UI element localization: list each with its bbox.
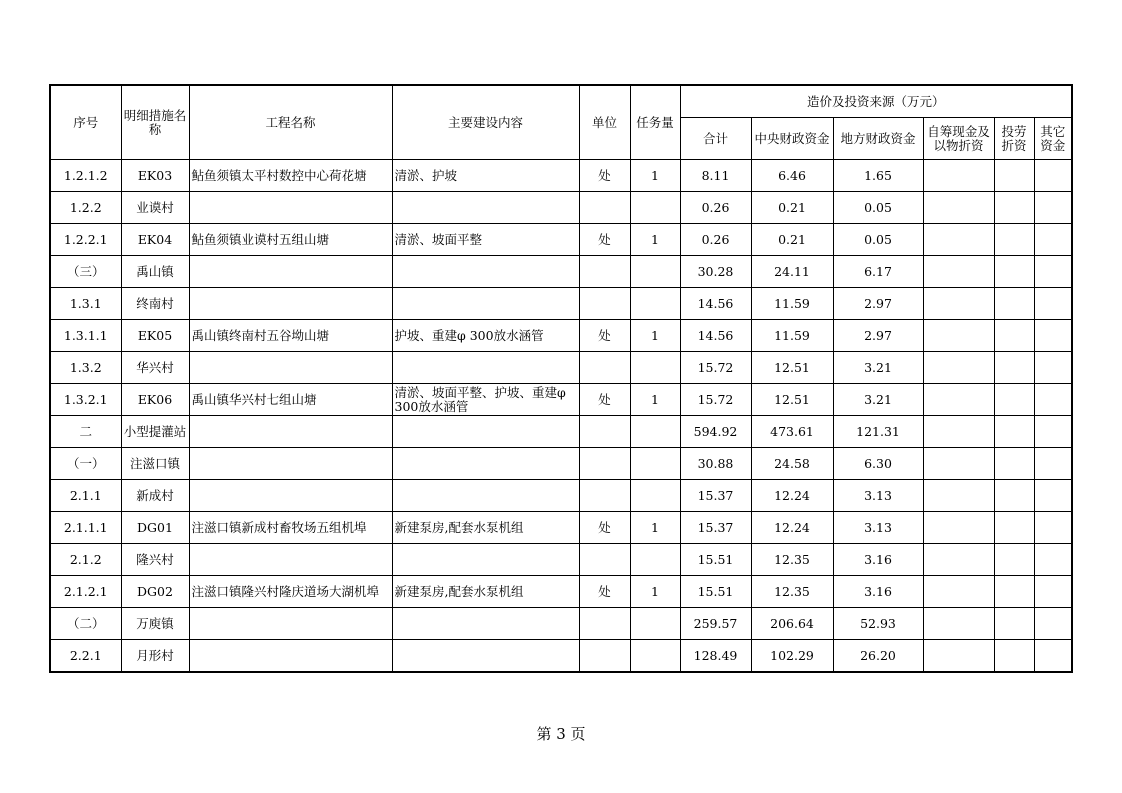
cell-labor (994, 512, 1034, 544)
table-row (50, 288, 1072, 320)
cell-total: 14.56 (680, 288, 751, 320)
cell-content: 清淤、护坡 (392, 160, 579, 192)
cell-measure: 万庾镇 (121, 608, 189, 640)
cell-unit (579, 608, 630, 640)
header-unit: 单位 (579, 85, 630, 160)
cell-central: 6.46 (751, 160, 833, 192)
cell-measure: 新成村 (121, 480, 189, 512)
cell-measure: DG02 (121, 576, 189, 608)
cell-other (1034, 160, 1072, 192)
cell-other (1034, 512, 1072, 544)
table-body (50, 160, 1072, 673)
cell-total: 0.26 (680, 192, 751, 224)
table-row (50, 544, 1072, 576)
cell-other (1034, 576, 1072, 608)
cell-measure: 小型提灌站 (121, 416, 189, 448)
cell-central: 12.51 (751, 384, 833, 416)
cell-measure: 隆兴村 (121, 544, 189, 576)
cell-total: 15.37 (680, 512, 751, 544)
cell-qty (630, 256, 680, 288)
cell-other (1034, 480, 1072, 512)
cell-labor (994, 608, 1034, 640)
cell-seq: 1.3.1.1 (50, 320, 121, 352)
cell-unit (579, 448, 630, 480)
cell-project (189, 352, 392, 384)
cell-unit: 处 (579, 384, 630, 416)
cell-other (1034, 224, 1072, 256)
header-measure: 明细措施名称 (121, 85, 189, 160)
project-table (49, 84, 1073, 673)
cell-content (392, 448, 579, 480)
cell-labor (994, 384, 1034, 416)
cell-qty: 1 (630, 512, 680, 544)
cell-central: 102.29 (751, 640, 833, 673)
cell-qty (630, 640, 680, 673)
cell-project (189, 416, 392, 448)
cell-self (923, 288, 994, 320)
table-row (50, 416, 1072, 448)
cell-content (392, 288, 579, 320)
cell-self (923, 448, 994, 480)
cell-local: 52.93 (833, 608, 923, 640)
cell-self (923, 416, 994, 448)
cell-self (923, 544, 994, 576)
page-number: 第 3 页 (536, 725, 586, 743)
header-central: 中央财政资金 (751, 118, 833, 160)
cell-qty (630, 480, 680, 512)
cell-total: 259.57 (680, 608, 751, 640)
cell-local: 0.05 (833, 192, 923, 224)
cell-measure: EK03 (121, 160, 189, 192)
cell-local: 26.20 (833, 640, 923, 673)
cell-total: 14.56 (680, 320, 751, 352)
cell-labor (994, 480, 1034, 512)
cell-unit (579, 480, 630, 512)
cell-measure: 禹山镇 (121, 256, 189, 288)
table-row (50, 384, 1072, 416)
cell-central: 24.58 (751, 448, 833, 480)
cell-labor (994, 576, 1034, 608)
header-qty: 任务量 (630, 85, 680, 160)
cell-project: 禹山镇终南村五谷坳山塘 (189, 320, 392, 352)
cell-labor (994, 224, 1034, 256)
cell-labor (994, 320, 1034, 352)
cell-unit (579, 352, 630, 384)
cell-project: 注滋口镇隆兴村隆庆道场大湖机埠 (189, 576, 392, 608)
cell-local: 3.16 (833, 544, 923, 576)
cell-local: 6.30 (833, 448, 923, 480)
cell-measure: 终南村 (121, 288, 189, 320)
cell-project: 鲇鱼须镇业谟村五组山塘 (189, 224, 392, 256)
cell-unit: 处 (579, 512, 630, 544)
cell-content: 新建泵房,配套水泵机组 (392, 512, 579, 544)
cell-project (189, 256, 392, 288)
cell-self (923, 352, 994, 384)
cell-seq: 1.3.2.1 (50, 384, 121, 416)
cell-unit (579, 288, 630, 320)
cell-content: 清淤、坡面平整、护坡、重建φ 300放水涵管 (392, 384, 579, 416)
header-self: 自筹现金及以物折资 (923, 118, 994, 160)
table-row (50, 640, 1072, 673)
cell-total: 8.11 (680, 160, 751, 192)
cell-seq: 1.2.2 (50, 192, 121, 224)
cell-qty (630, 544, 680, 576)
cell-seq: 1.2.2.1 (50, 224, 121, 256)
cell-self (923, 640, 994, 673)
cell-total: 30.28 (680, 256, 751, 288)
cell-labor (994, 448, 1034, 480)
cell-qty: 1 (630, 576, 680, 608)
cell-self (923, 576, 994, 608)
cell-unit (579, 640, 630, 673)
cell-content (392, 416, 579, 448)
cell-central: 0.21 (751, 192, 833, 224)
cell-local: 3.16 (833, 576, 923, 608)
cell-central: 206.64 (751, 608, 833, 640)
cell-content: 清淤、坡面平整 (392, 224, 579, 256)
cell-local: 3.13 (833, 512, 923, 544)
cell-project: 注滋口镇新成村畜牧场五组机埠 (189, 512, 392, 544)
cell-other (1034, 320, 1072, 352)
cell-central: 24.11 (751, 256, 833, 288)
cell-total: 15.72 (680, 352, 751, 384)
cell-qty (630, 448, 680, 480)
cell-total: 0.26 (680, 224, 751, 256)
cell-local: 6.17 (833, 256, 923, 288)
table-row (50, 224, 1072, 256)
cell-total: 594.92 (680, 416, 751, 448)
cell-other (1034, 192, 1072, 224)
cell-central: 12.24 (751, 480, 833, 512)
header-labor: 投劳折资 (994, 118, 1034, 160)
cell-labor (994, 416, 1034, 448)
cell-project (189, 288, 392, 320)
cell-labor (994, 640, 1034, 673)
cell-content (392, 544, 579, 576)
cell-qty: 1 (630, 384, 680, 416)
cell-seq: 1.2.1.2 (50, 160, 121, 192)
cell-central: 0.21 (751, 224, 833, 256)
cell-central: 12.51 (751, 352, 833, 384)
cell-other (1034, 384, 1072, 416)
cell-local: 2.97 (833, 288, 923, 320)
cell-project (189, 640, 392, 673)
table-row (50, 512, 1072, 544)
cell-total: 15.37 (680, 480, 751, 512)
cell-seq: 1.3.2 (50, 352, 121, 384)
cell-unit (579, 416, 630, 448)
cell-project (189, 480, 392, 512)
cell-total: 15.51 (680, 544, 751, 576)
header-cost-group: 造价及投资来源（万元） (680, 85, 1072, 118)
cell-total: 128.49 (680, 640, 751, 673)
table-row (50, 192, 1072, 224)
cell-other (1034, 416, 1072, 448)
cell-other (1034, 640, 1072, 673)
cell-central: 12.35 (751, 576, 833, 608)
cell-content (392, 640, 579, 673)
cell-content: 护坡、重建φ 300放水涵管 (392, 320, 579, 352)
cell-qty (630, 288, 680, 320)
cell-local: 1.65 (833, 160, 923, 192)
cell-seq: 二 (50, 416, 121, 448)
table-row (50, 320, 1072, 352)
cell-self (923, 384, 994, 416)
cell-other (1034, 288, 1072, 320)
cell-self (923, 192, 994, 224)
cell-labor (994, 192, 1034, 224)
cell-qty (630, 192, 680, 224)
cell-self (923, 160, 994, 192)
cell-seq: 2.1.1.1 (50, 512, 121, 544)
table-row (50, 352, 1072, 384)
cell-labor (994, 256, 1034, 288)
cell-total: 15.51 (680, 576, 751, 608)
cell-seq: （二） (50, 608, 121, 640)
cell-central: 473.61 (751, 416, 833, 448)
cell-other (1034, 256, 1072, 288)
cell-labor (994, 288, 1034, 320)
cell-self (923, 608, 994, 640)
cell-project (189, 544, 392, 576)
cell-seq: （三） (50, 256, 121, 288)
cell-qty (630, 416, 680, 448)
cell-seq: 1.3.1 (50, 288, 121, 320)
cell-qty: 1 (630, 320, 680, 352)
cell-labor (994, 352, 1034, 384)
cell-measure: 业谟村 (121, 192, 189, 224)
cell-measure: 月形村 (121, 640, 189, 673)
header-project: 工程名称 (189, 85, 392, 160)
cell-labor (994, 544, 1034, 576)
cell-other (1034, 544, 1072, 576)
cell-seq: 2.1.2.1 (50, 576, 121, 608)
cell-qty (630, 352, 680, 384)
header-content: 主要建设内容 (392, 85, 579, 160)
cell-measure: DG01 (121, 512, 189, 544)
table-row (50, 448, 1072, 480)
cell-project: 鲇鱼须镇太平村数控中心荷花塘 (189, 160, 392, 192)
cell-local: 0.05 (833, 224, 923, 256)
cell-central: 11.59 (751, 320, 833, 352)
cell-project (189, 448, 392, 480)
cell-self (923, 480, 994, 512)
cell-unit (579, 192, 630, 224)
cell-unit: 处 (579, 320, 630, 352)
cell-local: 121.31 (833, 416, 923, 448)
cell-other (1034, 352, 1072, 384)
cell-content (392, 256, 579, 288)
cell-self (923, 512, 994, 544)
cell-qty: 1 (630, 224, 680, 256)
cell-self (923, 320, 994, 352)
cell-content: 新建泵房,配套水泵机组 (392, 576, 579, 608)
header-other: 其它资金 (1034, 118, 1072, 160)
cell-seq: （一） (50, 448, 121, 480)
cell-content (392, 352, 579, 384)
cell-self (923, 224, 994, 256)
cell-seq: 2.1.2 (50, 544, 121, 576)
cell-content (392, 480, 579, 512)
cell-labor (994, 160, 1034, 192)
cell-central: 12.24 (751, 512, 833, 544)
table-row (50, 256, 1072, 288)
cell-other (1034, 448, 1072, 480)
cell-central: 11.59 (751, 288, 833, 320)
cell-local: 3.13 (833, 480, 923, 512)
cell-measure: 华兴村 (121, 352, 189, 384)
cell-measure: 注滋口镇 (121, 448, 189, 480)
cell-other (1034, 608, 1072, 640)
cell-local: 3.21 (833, 384, 923, 416)
cell-project (189, 608, 392, 640)
table-row (50, 576, 1072, 608)
cell-local: 2.97 (833, 320, 923, 352)
cell-unit: 处 (579, 224, 630, 256)
cell-content (392, 192, 579, 224)
cell-local: 3.21 (833, 352, 923, 384)
cell-project (189, 192, 392, 224)
cell-content (392, 608, 579, 640)
cell-unit: 处 (579, 576, 630, 608)
header-total: 合计 (680, 118, 751, 160)
header-seq: 序号 (50, 85, 121, 160)
cell-unit (579, 256, 630, 288)
cell-total: 15.72 (680, 384, 751, 416)
cell-total: 30.88 (680, 448, 751, 480)
cell-qty: 1 (630, 160, 680, 192)
cell-measure: EK05 (121, 320, 189, 352)
cell-unit (579, 544, 630, 576)
table-row (50, 608, 1072, 640)
cell-measure: EK06 (121, 384, 189, 416)
header-local: 地方财政资金 (833, 118, 923, 160)
table-row (50, 480, 1072, 512)
cell-seq: 2.1.1 (50, 480, 121, 512)
cell-central: 12.35 (751, 544, 833, 576)
cell-measure: EK04 (121, 224, 189, 256)
cell-self (923, 256, 994, 288)
table-row (50, 160, 1072, 192)
cell-unit: 处 (579, 160, 630, 192)
cell-qty (630, 608, 680, 640)
cell-seq: 2.2.1 (50, 640, 121, 673)
cell-project: 禹山镇华兴村七组山塘 (189, 384, 392, 416)
